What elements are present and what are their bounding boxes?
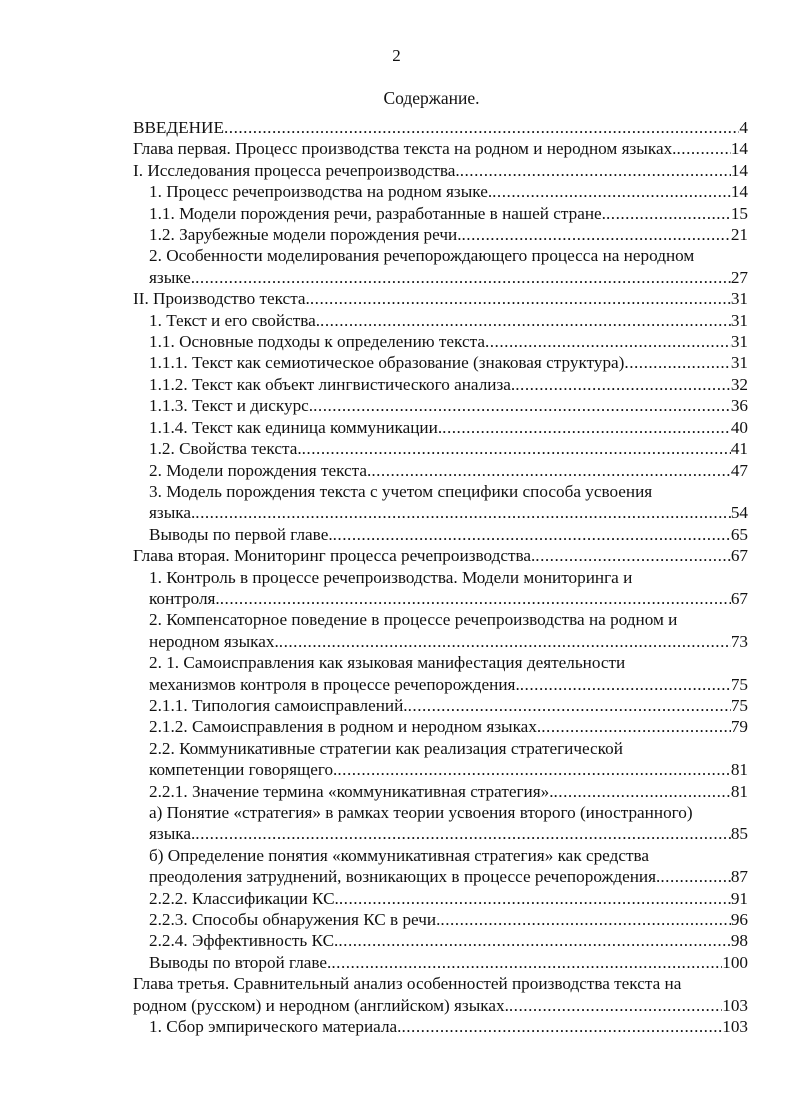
toc-entry <box>133 138 748 159</box>
toc-page-number: 47 <box>730 460 748 480</box>
toc-entry-line <box>149 802 748 823</box>
toc-entry-text: 1.2. Свойства текста. <box>149 439 302 459</box>
toc-page-number: 96 <box>730 910 748 930</box>
toc-entry-text: Выводы по второй главе. <box>149 952 332 972</box>
dot-leader <box>440 909 730 930</box>
toc-page-number: 31 <box>730 332 748 352</box>
toc-entry <box>133 738 748 781</box>
toc-entry-text: 2.2.3. Способы обнаружения КС в речи. <box>149 910 441 930</box>
toc-entry-text: 2.1.1. Типология самоисправлений. <box>149 695 408 715</box>
toc-title: Содержание. <box>383 88 480 108</box>
toc-entry-text: Глава вторая. Мониторинг процесса речепроизводства. <box>133 546 536 566</box>
toc-page-number: 67 <box>730 588 748 608</box>
toc-entry-text: преодоления затруднений, возникающих в процессе речепорождения. <box>149 867 661 887</box>
toc-entry <box>133 417 748 438</box>
toc-entry <box>133 524 748 545</box>
toc-entry-line-with-page <box>149 417 748 438</box>
toc-entry-text: 1. Процесс речепроизводства на родном языке. <box>149 182 493 202</box>
dot-leader <box>520 674 731 695</box>
dot-leader <box>195 823 731 844</box>
toc-entry-line-with-page <box>133 117 748 138</box>
dot-leader <box>302 438 731 459</box>
toc-entry-text: языка. <box>149 824 196 844</box>
dot-leader <box>333 524 731 545</box>
toc-entry-line-with-page <box>149 310 748 331</box>
toc-entry-text: 2. 1. Самоисправления как языковая манифестация деятельности <box>149 653 626 673</box>
toc-page-number: 41 <box>730 439 748 459</box>
toc-entry-text: контроля. <box>149 588 220 608</box>
toc-page-number: 91 <box>730 888 748 908</box>
toc-entry-line-with-page <box>149 438 748 459</box>
toc-page-number: 103 <box>722 1017 748 1037</box>
toc-entry <box>133 888 748 909</box>
toc-entry-text: 2.1.2. Самоисправления в родном и неродном языках. <box>149 717 542 737</box>
toc-page-number: 21 <box>730 225 748 245</box>
toc-page-number: 4 <box>739 118 748 137</box>
dot-leader <box>331 952 722 973</box>
dot-leader <box>371 460 730 481</box>
toc-entry-line-with-page <box>149 952 748 973</box>
toc-entry-text: 2. Модели порождения текста. <box>149 460 372 480</box>
dot-leader <box>606 203 731 224</box>
toc-page-number: 81 <box>730 781 748 801</box>
toc-entry-line-with-page <box>149 781 748 802</box>
toc-entry-text: II. Производство текста. <box>133 289 310 309</box>
toc-page-number: 15 <box>730 203 748 223</box>
toc-entry-text: Выводы по первой главе. <box>149 524 333 544</box>
toc-entry <box>133 352 748 373</box>
toc-page-number: 54 <box>730 503 748 523</box>
toc-entry <box>133 245 748 288</box>
toc-entry-line-with-page <box>133 288 748 309</box>
toc-entry-line <box>149 567 748 588</box>
toc-entry <box>133 224 748 245</box>
toc-entry-line-with-page <box>133 995 748 1016</box>
toc-entry-text: 1.1. Модели порождения речи, разработанные в нашей стране. <box>149 203 606 223</box>
toc-entry-text: 2.2.2. Классификации КС. <box>149 888 339 908</box>
toc-entry-text: 1. Контроль в процессе речепроизводства. Модели мониторинга и <box>149 567 633 587</box>
toc-entry <box>133 481 748 524</box>
page-number: 2 <box>392 46 401 65</box>
toc-entry-line-with-page <box>149 759 748 780</box>
toc-entry-line <box>149 845 748 866</box>
toc-page-number: 27 <box>730 267 748 287</box>
toc-entry <box>133 952 748 973</box>
toc-entry-line-with-page <box>149 374 748 395</box>
dot-leader <box>195 502 731 523</box>
dot-leader <box>337 759 730 780</box>
toc-entry-text: 1.1.3. Текст и дискурс. <box>149 396 314 416</box>
toc-entry-line-with-page <box>149 460 748 481</box>
toc-entry-line-with-page <box>149 888 748 909</box>
toc-entry <box>133 909 748 930</box>
dot-leader <box>485 331 731 352</box>
dot-leader <box>408 695 731 716</box>
toc-page-number: 81 <box>730 760 748 780</box>
toc-entry-line-with-page <box>149 866 748 887</box>
toc-entry <box>133 438 748 459</box>
toc-entry <box>133 930 748 951</box>
toc-entry <box>133 181 748 202</box>
toc-entry-text: неродном языках. <box>149 631 279 651</box>
toc-entry-text: 2. Особенности моделирования речепорождающего процесса на неродном <box>149 246 695 266</box>
dot-leader <box>554 781 731 802</box>
toc-entry <box>133 1016 748 1037</box>
toc-entry-line-with-page <box>149 930 748 951</box>
toc-page-number: 14 <box>730 160 748 180</box>
dot-leader <box>460 160 731 181</box>
toc-entry-text: 1. Сбор эмпирического материала. <box>149 1017 402 1037</box>
toc-entry <box>133 781 748 802</box>
toc-entry <box>133 716 748 737</box>
dot-leader <box>676 138 730 159</box>
toc-entry-text: 1.1. Основные подходы к определению текста <box>149 332 485 352</box>
toc-entry <box>133 609 748 652</box>
toc-entry-line <box>149 609 748 630</box>
toc-page-number: 40 <box>730 417 748 437</box>
dot-leader <box>401 1016 722 1037</box>
toc-entry-line-with-page <box>149 695 748 716</box>
toc-page-number: 65 <box>730 524 748 544</box>
toc-entry <box>133 203 748 224</box>
toc-entry-line <box>149 481 748 502</box>
toc-entry <box>133 331 748 352</box>
toc-entry-text: 1.1.2. Текст как объект лингвистического анализа. <box>149 374 516 394</box>
toc-page-number: 85 <box>730 824 748 844</box>
toc-entry-line-with-page <box>149 674 748 695</box>
toc-page-number: 100 <box>722 952 748 972</box>
toc-page-number: 36 <box>730 396 748 416</box>
dot-leader <box>624 352 730 373</box>
toc-entry-line-with-page <box>149 224 748 245</box>
toc-entry-line <box>149 738 748 759</box>
toc-entry <box>133 845 748 888</box>
toc-entry <box>133 652 748 695</box>
dot-leader <box>462 224 731 245</box>
toc-entry-line-with-page <box>149 181 748 202</box>
toc-entry-line <box>133 973 748 994</box>
toc-entry-line-with-page <box>133 138 748 159</box>
toc-entry <box>133 395 748 416</box>
table-of-contents <box>133 117 748 1037</box>
toc-page-number: 14 <box>730 182 748 202</box>
toc-entry-line-with-page <box>149 909 748 930</box>
toc-page-number: 75 <box>730 695 748 715</box>
toc-entry-text: языка. <box>149 503 196 523</box>
toc-entry-line <box>149 652 748 673</box>
toc-entry-line-with-page <box>149 823 748 844</box>
toc-entry-text: 2.2.1. Значение термина «коммуникативная стратегия». <box>149 781 554 801</box>
toc-entry-line <box>149 245 748 266</box>
toc-page-number: 31 <box>730 310 748 330</box>
dot-leader <box>195 267 731 288</box>
toc-entry-text: 2.2. Коммуникативные стратегии как реализация стратегической <box>149 738 623 758</box>
toc-entry <box>133 117 748 138</box>
dot-leader <box>509 995 722 1016</box>
toc-page-number: 32 <box>730 374 748 394</box>
toc-entry <box>133 802 748 845</box>
toc-entry-line-with-page <box>149 331 748 352</box>
toc-entry-text: 1.1.4. Текст как единица коммуникации. <box>149 417 443 437</box>
toc-entry <box>133 310 748 331</box>
toc-entry-line-with-page <box>149 352 748 373</box>
toc-entry-text: Глава третья. Сравнительный анализ особенностей производства текста на <box>133 974 682 994</box>
toc-entry-text: родном (русском) и неродном (английском) языках. <box>133 995 509 1015</box>
toc-entry-line-with-page <box>149 524 748 545</box>
toc-entry <box>133 374 748 395</box>
toc-entry-line-with-page <box>133 545 748 566</box>
toc-entry-text: а) Понятие «стратегия» в рамках теории усвоения второго (иностранного) <box>149 803 693 822</box>
toc-entry <box>133 973 748 1016</box>
dot-leader <box>338 930 730 951</box>
toc-entry-line-with-page <box>149 716 748 737</box>
dot-leader <box>541 716 731 737</box>
dot-leader <box>320 310 731 331</box>
toc-entry <box>133 545 748 566</box>
toc-entry-line-with-page <box>133 160 748 181</box>
dot-leader <box>279 631 731 652</box>
dot-leader <box>535 545 731 566</box>
toc-entry-line-with-page <box>149 502 748 523</box>
toc-entry-text: 1. Текст и его свойства. <box>149 310 321 330</box>
dot-leader <box>339 888 731 909</box>
toc-entry-line-with-page <box>149 267 748 288</box>
toc-entry-text: 2.2.4. Эффективность КС. <box>149 931 339 951</box>
toc-entry-text: механизмов контроля в процессе речепорождения. <box>149 674 520 694</box>
toc-entry-line-with-page <box>149 203 748 224</box>
toc-entry-text: языке. <box>149 267 196 287</box>
toc-page-number: 79 <box>730 717 748 737</box>
toc-entry <box>133 695 748 716</box>
toc-page-number: 75 <box>730 674 748 694</box>
toc-entry-line-with-page <box>149 1016 748 1037</box>
toc-entry <box>133 567 748 610</box>
dot-leader <box>515 374 731 395</box>
toc-entry-text: 2. Компенсаторное поведение в процессе речепроизводства на родном и <box>149 610 678 630</box>
dot-leader <box>492 181 731 202</box>
dot-leader <box>310 288 731 309</box>
toc-entry-text: б) Определение понятия «коммуникативная стратегия» как средства <box>149 845 649 865</box>
toc-page-number: 31 <box>730 289 748 309</box>
toc-page-number: 31 <box>730 353 748 373</box>
toc-entry-line-with-page <box>149 631 748 652</box>
toc-entry-text: I. Исследования процесса речепроизводства. <box>133 160 460 180</box>
toc-page-number: 103 <box>722 995 748 1015</box>
toc-page-number: 67 <box>730 546 748 566</box>
dot-leader <box>660 866 730 887</box>
toc-entry <box>133 288 748 309</box>
toc-entry-text: 3. Модель порождения текста с учетом специфики способа усвоения <box>149 481 653 501</box>
toc-page-number: 87 <box>730 867 748 887</box>
dot-leader <box>442 417 731 438</box>
dot-leader <box>313 395 731 416</box>
toc-entry-text: 1.2. Зарубежные модели порождения речи. <box>149 225 462 245</box>
toc-entry-line-with-page <box>149 395 748 416</box>
toc-page-number: 73 <box>730 631 748 651</box>
toc-entry <box>133 460 748 481</box>
toc-entry-text: Глава первая. Процесс производства текста на родном и неродном языках. <box>133 139 677 159</box>
toc-entry-text: 1.1.1. Текст как семиотическое образование (знаковая структура) <box>149 353 625 373</box>
dot-leader <box>220 588 731 609</box>
toc-entry-text: ВВЕДЕНИЕ <box>133 118 224 137</box>
toc-entry <box>133 160 748 181</box>
toc-entry-line-with-page <box>149 588 748 609</box>
dot-leader <box>224 117 739 138</box>
toc-entry-text: компетенции говорящего. <box>149 760 338 780</box>
toc-page-number: 14 <box>730 139 748 159</box>
toc-page-number: 98 <box>730 931 748 951</box>
